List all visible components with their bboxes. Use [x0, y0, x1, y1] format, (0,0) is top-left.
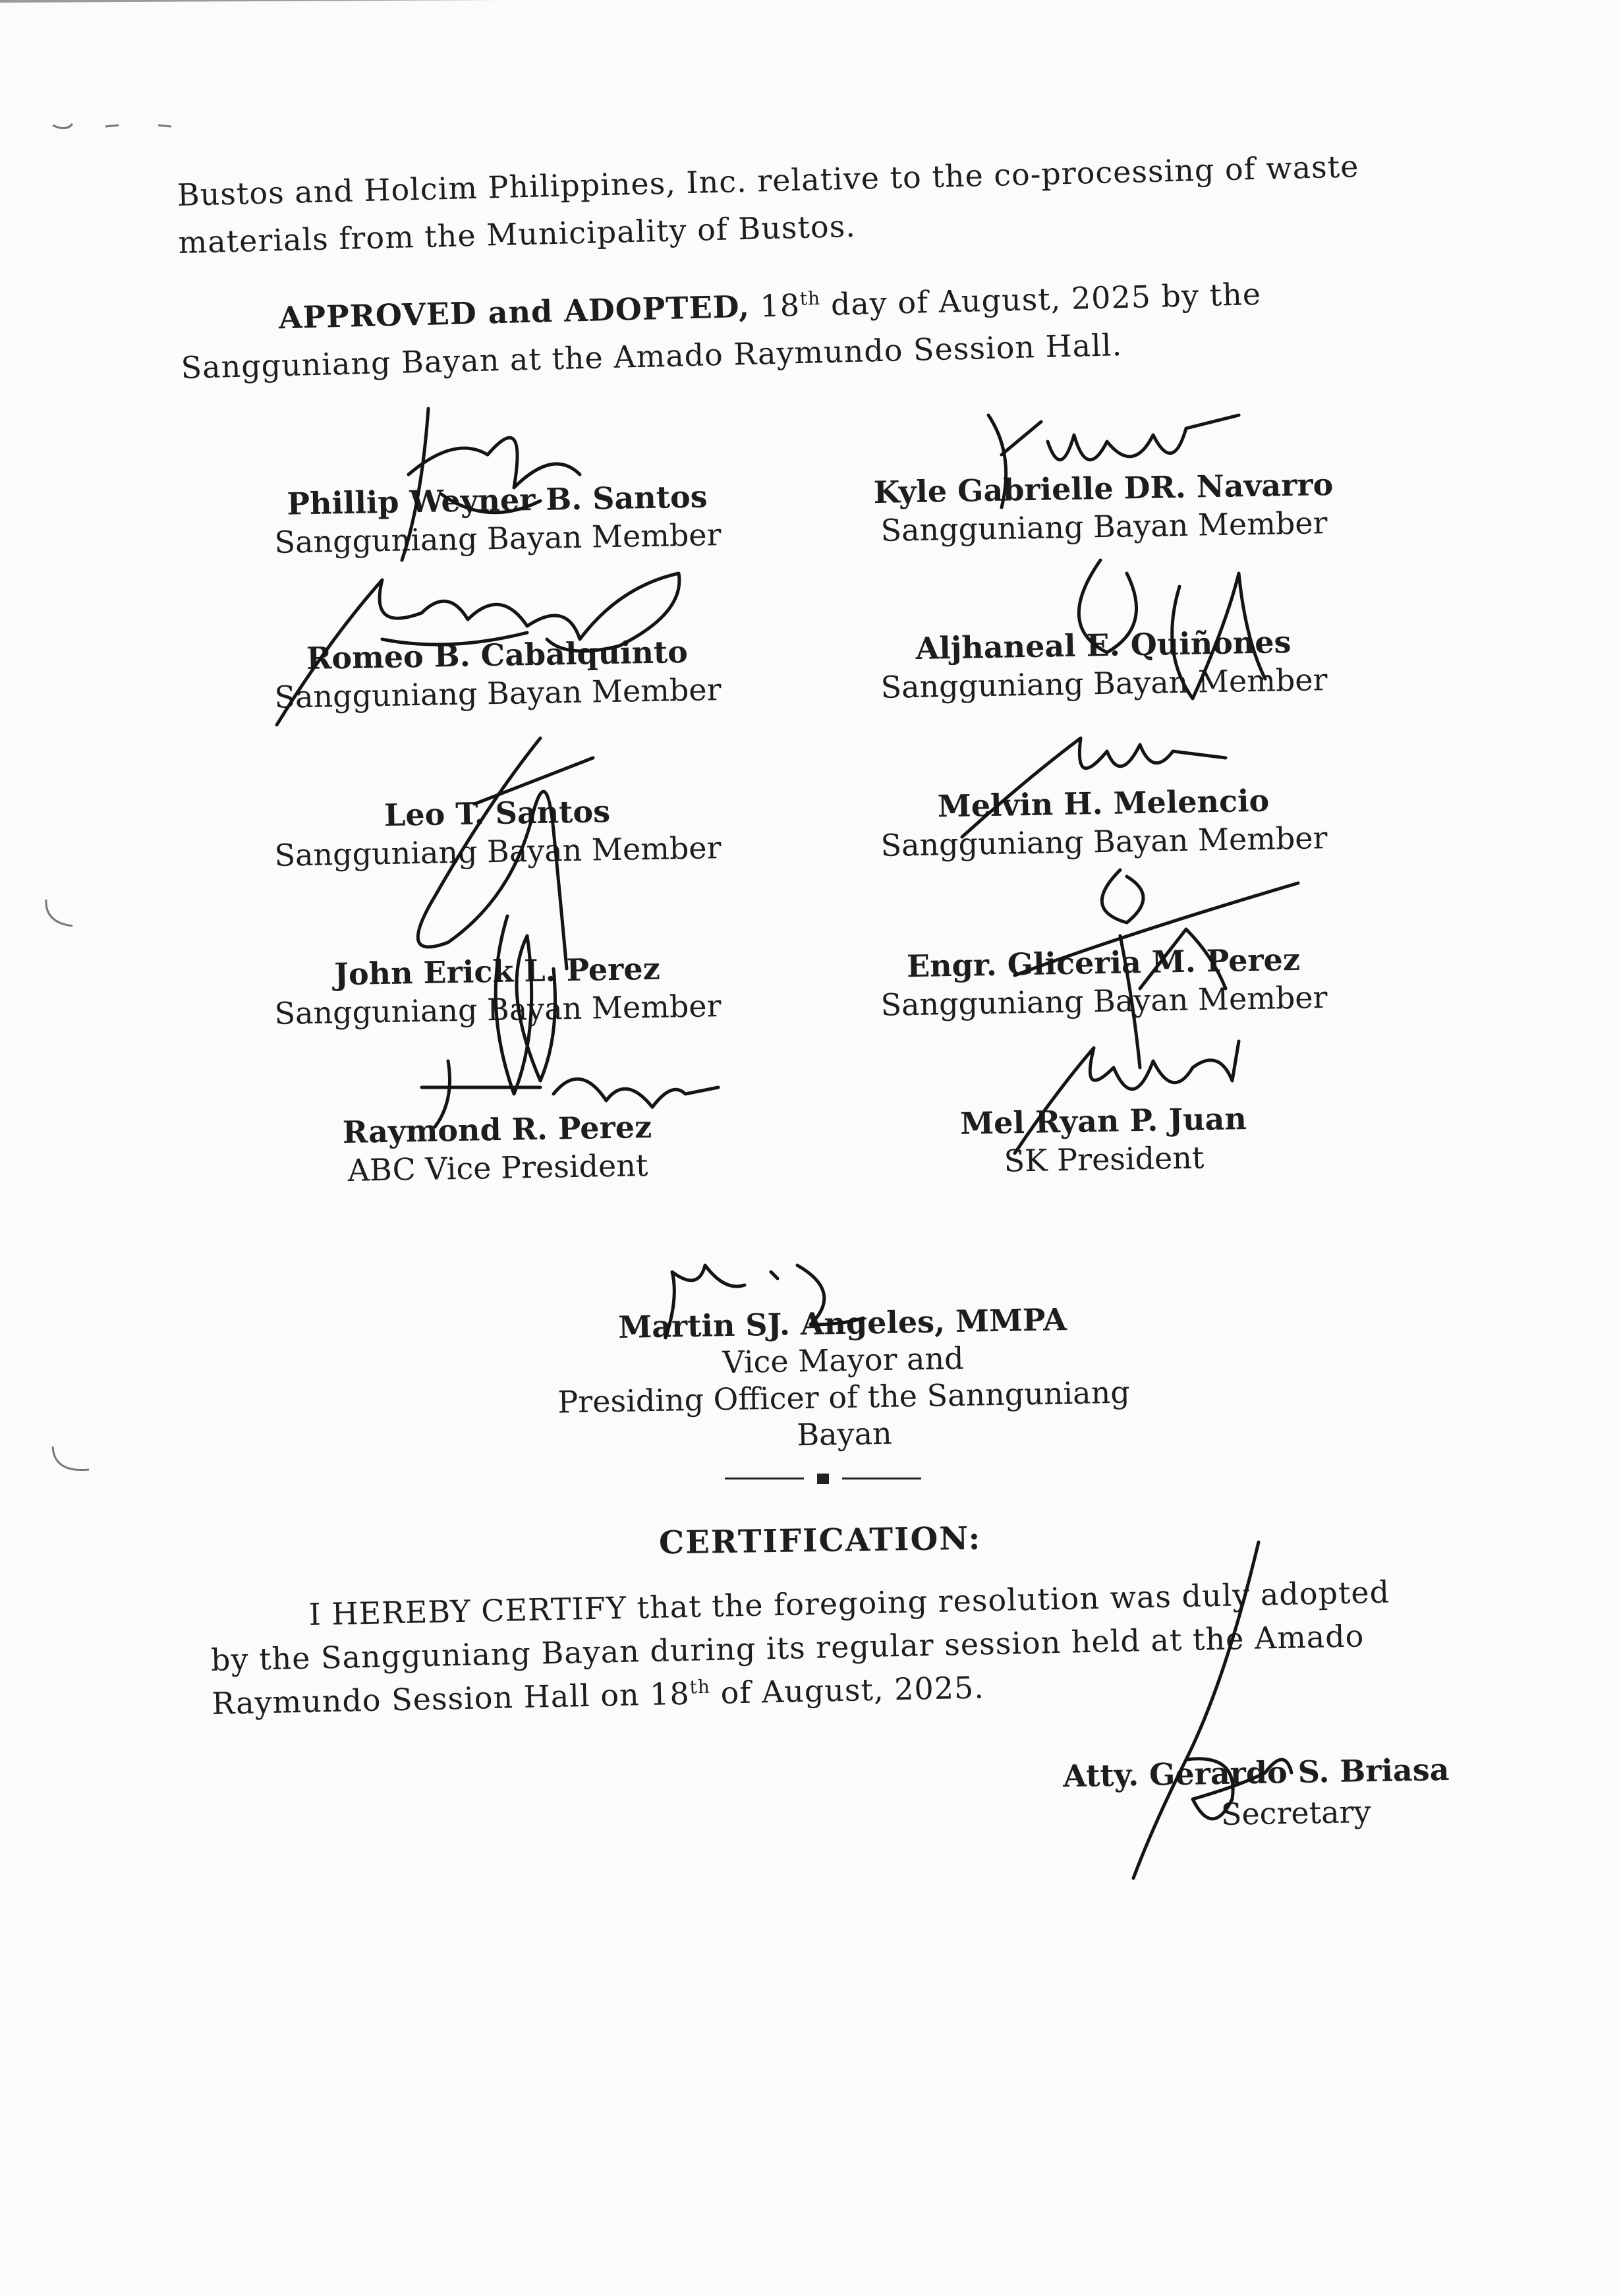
presiding-officer-role-2: Presiding Officer of the Sannguniang Bayan [557, 1374, 1131, 1453]
signatory-name: Phillip Weyner B. Santos [286, 478, 708, 522]
signatory-role: Sangguniang Bayan Member [274, 988, 722, 1031]
scan-edge-line [0, 0, 857, 3]
signatory-leo-santos [200, 789, 795, 876]
signatory-name: Kyle Gabrielle DR. Navarro [873, 466, 1334, 511]
certification-line-3: Raymundo Session Hall on 18th of August, 2025. [211, 1669, 985, 1721]
signatory-name: Leo T. Santos [383, 793, 611, 833]
secretary-name: Atty. Gerardo S. Briasa [1062, 1751, 1450, 1794]
scan-artifact-mark-top [46, 112, 178, 138]
certification-title: CERTIFICATION: [658, 1520, 982, 1562]
signatory-role: Sangguniang Bayan Member [880, 979, 1328, 1023]
signatory-name: Mel Ryan P. Juan [959, 1101, 1247, 1141]
signatory-aljhaneal-quinones [807, 621, 1401, 708]
presiding-officer-role-1: Vice Mayor and [722, 1340, 964, 1381]
certification-body [210, 1568, 1464, 1725]
signatory-name: Raymond R. Perez [342, 1108, 652, 1151]
approval-day: 18 [759, 287, 801, 324]
punch-hole-mark-lower [46, 1443, 99, 1483]
signatory-role: Sangguniang Bayan Member [880, 820, 1328, 863]
approval-line-2: Sangguniang Bayan at the Amado Raymundo Session Hall. [180, 327, 1123, 386]
presiding-officer-block [513, 1299, 1174, 1458]
signatory-name: Aljhaneal E. Quiñones [915, 624, 1292, 666]
signatory-name: Romeo B. Cabalquinto [306, 633, 689, 677]
intro-paragraph [177, 141, 1417, 266]
signatory-name: John Erick L. Perez [333, 950, 661, 992]
signatory-melvin-melencio [807, 779, 1401, 866]
signatory-role: Sangguniang Bayan Member [880, 505, 1328, 548]
secretary-role: Secretary [1220, 1793, 1371, 1832]
intro-line-2: materials from the Municipality of Bustos. [177, 208, 857, 260]
signatory-role: Sangguniang Bayan Member [880, 662, 1328, 705]
signatory-name: Engr. Gliceria M. Perez [906, 941, 1301, 985]
certification-line-1: I HEREBY CERTIFY that the foregoing resolution was duly adopted [308, 1574, 1390, 1632]
secretary-block [988, 1749, 1450, 1839]
signatory-phillip-santos [200, 476, 795, 563]
signatory-mel-ryan-juan [807, 1097, 1401, 1184]
signatory-role: Sangguniang Bayan Member [274, 672, 722, 715]
presiding-officer-name: Martin SJ. Angeles, MMPA [617, 1302, 1067, 1345]
signatory-kyle-navarro [807, 464, 1401, 551]
signatory-role: ABC Vice President [347, 1147, 648, 1188]
approval-line-1-rest: day of August, 2025 by the [830, 275, 1262, 322]
signatory-role: SK President [1004, 1139, 1205, 1179]
approval-day-suffix: th [799, 287, 821, 310]
signatory-gliceria-perez [807, 938, 1401, 1025]
intro-line-1: Bustos and Holcim Philippines, Inc. relative to the co-processing of waste [177, 148, 1359, 213]
signatory-john-erick-perez [200, 947, 795, 1034]
signatory-raymond-perez [200, 1105, 795, 1192]
approval-paragraph [179, 266, 1420, 391]
certification-line-2: by the Sangguniang Bayan during its regular session held at the Amado [210, 1618, 1365, 1678]
signatory-role: Sangguniang Bayan Member [274, 517, 722, 560]
signatory-role: Sangguniang Bayan Member [274, 830, 722, 873]
signatory-romeo-cabalquinto [200, 631, 795, 718]
punch-hole-mark-upper [40, 896, 79, 936]
section-divider [725, 1472, 923, 1485]
approval-bold-lead: APPROVED and ADOPTED, [278, 288, 751, 336]
signatory-name: Melvin H. Melencio [937, 782, 1270, 824]
